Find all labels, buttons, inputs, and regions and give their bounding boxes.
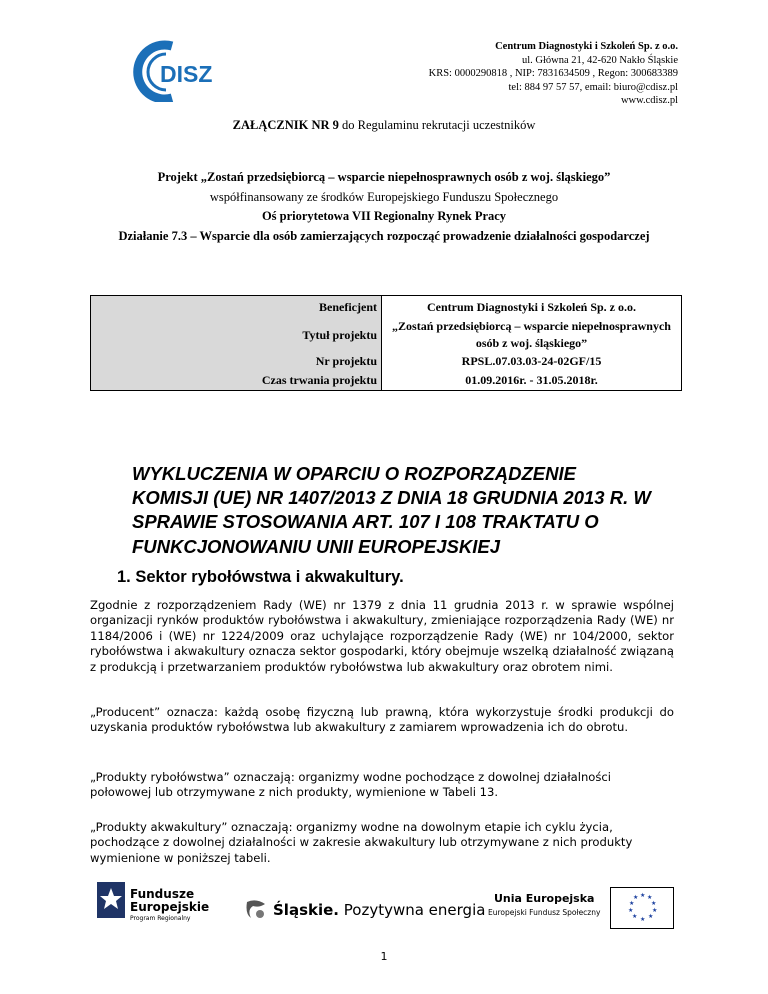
table-label-duration: Czas trwania projektu [261, 373, 377, 387]
company-contact: tel: 884 97 57 57, email: biuro@cdisz.pl [508, 81, 678, 93]
fe-line1: Fundusze [130, 887, 195, 901]
table-label-column [91, 296, 382, 390]
project-cofinancing: współfinansowany ze środków Europejskiego Funduszu Społecznego [209, 189, 559, 204]
table-value-beneficiary: Centrum Diagnostyki i Szkoleń Sp. z o.o. [426, 299, 637, 314]
paragraph-producer: „Producent” oznacza: każdą osobę fizyczną lub prawną, która wykorzystuje środki produkcji do uzyskania produktów rybołówstwa lub akwakultury z zamiarem wprowadzenia ich do obrotu. [90, 705, 674, 735]
svg-text:★: ★ [629, 900, 635, 907]
page-number: 1 [380, 950, 388, 963]
annex-number: ZAŁĄCZNIK NR 9 [232, 118, 339, 132]
slaskie-rest: Pozytywna energia [338, 901, 486, 919]
company-name: Centrum Diagnostyki i Szkoleń Sp. z o.o. [495, 41, 678, 52]
table-value-column [382, 296, 681, 390]
svg-text:★: ★ [632, 913, 638, 920]
project-info-table [90, 295, 682, 391]
table-value-number: RPSL.07.03.03-24-02GF/15 [461, 354, 602, 368]
fundusze-europejskie-logo [95, 880, 230, 932]
table-label-number: Nr projektu [315, 354, 377, 368]
company-info [318, 40, 678, 108]
footer-logos [0, 880, 768, 940]
ue-line1: Unia Europejska [493, 892, 595, 905]
svg-text:★: ★ [640, 916, 646, 923]
fe-line2: Europejskie [130, 900, 210, 914]
slaskie-emblem-icon [243, 898, 269, 922]
ue-line2: Europejski Fundusz Społeczny [488, 908, 601, 917]
project-measure: Działanie 7.3 – Wsparcie dla osób zamierzających rozpocząć prowadzenie działalności gospodarczej [118, 228, 650, 243]
logo-text: DISZ [160, 61, 213, 87]
svg-text:★: ★ [652, 907, 658, 914]
svg-text:★: ★ [633, 894, 639, 901]
svg-text:★: ★ [647, 894, 653, 901]
table-label-title: Tytuł projektu [302, 327, 377, 342]
svg-text:★: ★ [651, 900, 657, 907]
fe-star-icon [95, 880, 127, 920]
eu-logo-text [488, 892, 600, 917]
paragraph-fishery-products: „Produkty rybołówstwa” oznaczają: organizmy wodne pochodzące z dowolnej działalności połowowej lub otrzymywane z nich produkty, wymienione w Tabeli 13. [90, 770, 612, 800]
table-label-beneficiary: Beneficjent [319, 299, 377, 314]
svg-text:★: ★ [640, 892, 646, 899]
table-value-title: „Zostań przedsiębiorcą – wsparcie niepełnosprawnych osób z woj. śląskiego” [392, 319, 671, 350]
company-address: ul. Główna 21, 42-620 Nakło Śląskie [521, 54, 678, 66]
paragraph-aquaculture-products: „Produkty akwakultury” oznaczają: organizmy wodne na dowolnym etapie ich cyklu życia, pochodzące z dowolnej działalności w zakresie akwakultury lub otrzymywane z nich produkty wymienione w poniższej tabeli. [90, 820, 633, 865]
table-value-duration: 01.09.2016r. - 31.05.2018r. [465, 373, 598, 387]
project-title: Projekt „Zostań przedsiębiorcą – wsparcie niepełnosprawnych osób z woj. śląskiego” [157, 170, 611, 184]
slaskie-bold: Śląskie. [273, 901, 339, 919]
project-block [110, 168, 658, 246]
svg-text:★: ★ [628, 907, 634, 914]
project-axis: Oś priorytetowa VII Regionalny Rynek Pracy [261, 209, 507, 223]
paragraph-definition: Zgodnie z rozporządzeniem Rady (WE) nr 1379 z dnia 11 grudnia 2013 r. w sprawie wspólnej organizacji rynków produktów rybołówstwa i akwakultury, zmieniające rozporządzenia Rady (WE) nr 1184/2006 i (WE) nr 1224/2009 oraz uchylające rozporządzenie Rady (WE) nr 104/2000, sektor rybołówstwa i akwakultury oznacza sektor gospodarki, który obejmuje wszelką działalność związaną z produkcją i przetwarzaniem produktów rybołówstwa lub akwakultury oraz obrotem nimi. [90, 598, 674, 674]
eu-flag-icon [610, 887, 674, 929]
annex-rest: do Regulaminu rekrutacji uczestników [338, 118, 536, 132]
fe-line3: Program Regionalny [130, 915, 191, 922]
company-website: www.cdisz.pl [620, 95, 678, 107]
svg-text:★: ★ [648, 913, 654, 920]
annex-line [0, 118, 768, 133]
company-registry: KRS: 0000290818 , NIP: 7831634509 , Regon: 300683389 [428, 68, 678, 80]
slaskie-logo [243, 898, 485, 922]
company-logo [130, 40, 242, 102]
main-heading: WYKLUCZENIA W OPARCIU O ROZPORZĄDZENIE KOMISJI (UE) NR 1407/2013 Z DNIA 18 GRUDNIA 2013 R. W SPRAWIE STOSOWANIA ART. 107 I 108 TRAKTATU O FUNKCJONOWANIU UNII EUROPEJSKIEJ [132, 463, 651, 557]
section-title: 1. Sektor rybołówstwa i akwakultury. [117, 568, 404, 586]
